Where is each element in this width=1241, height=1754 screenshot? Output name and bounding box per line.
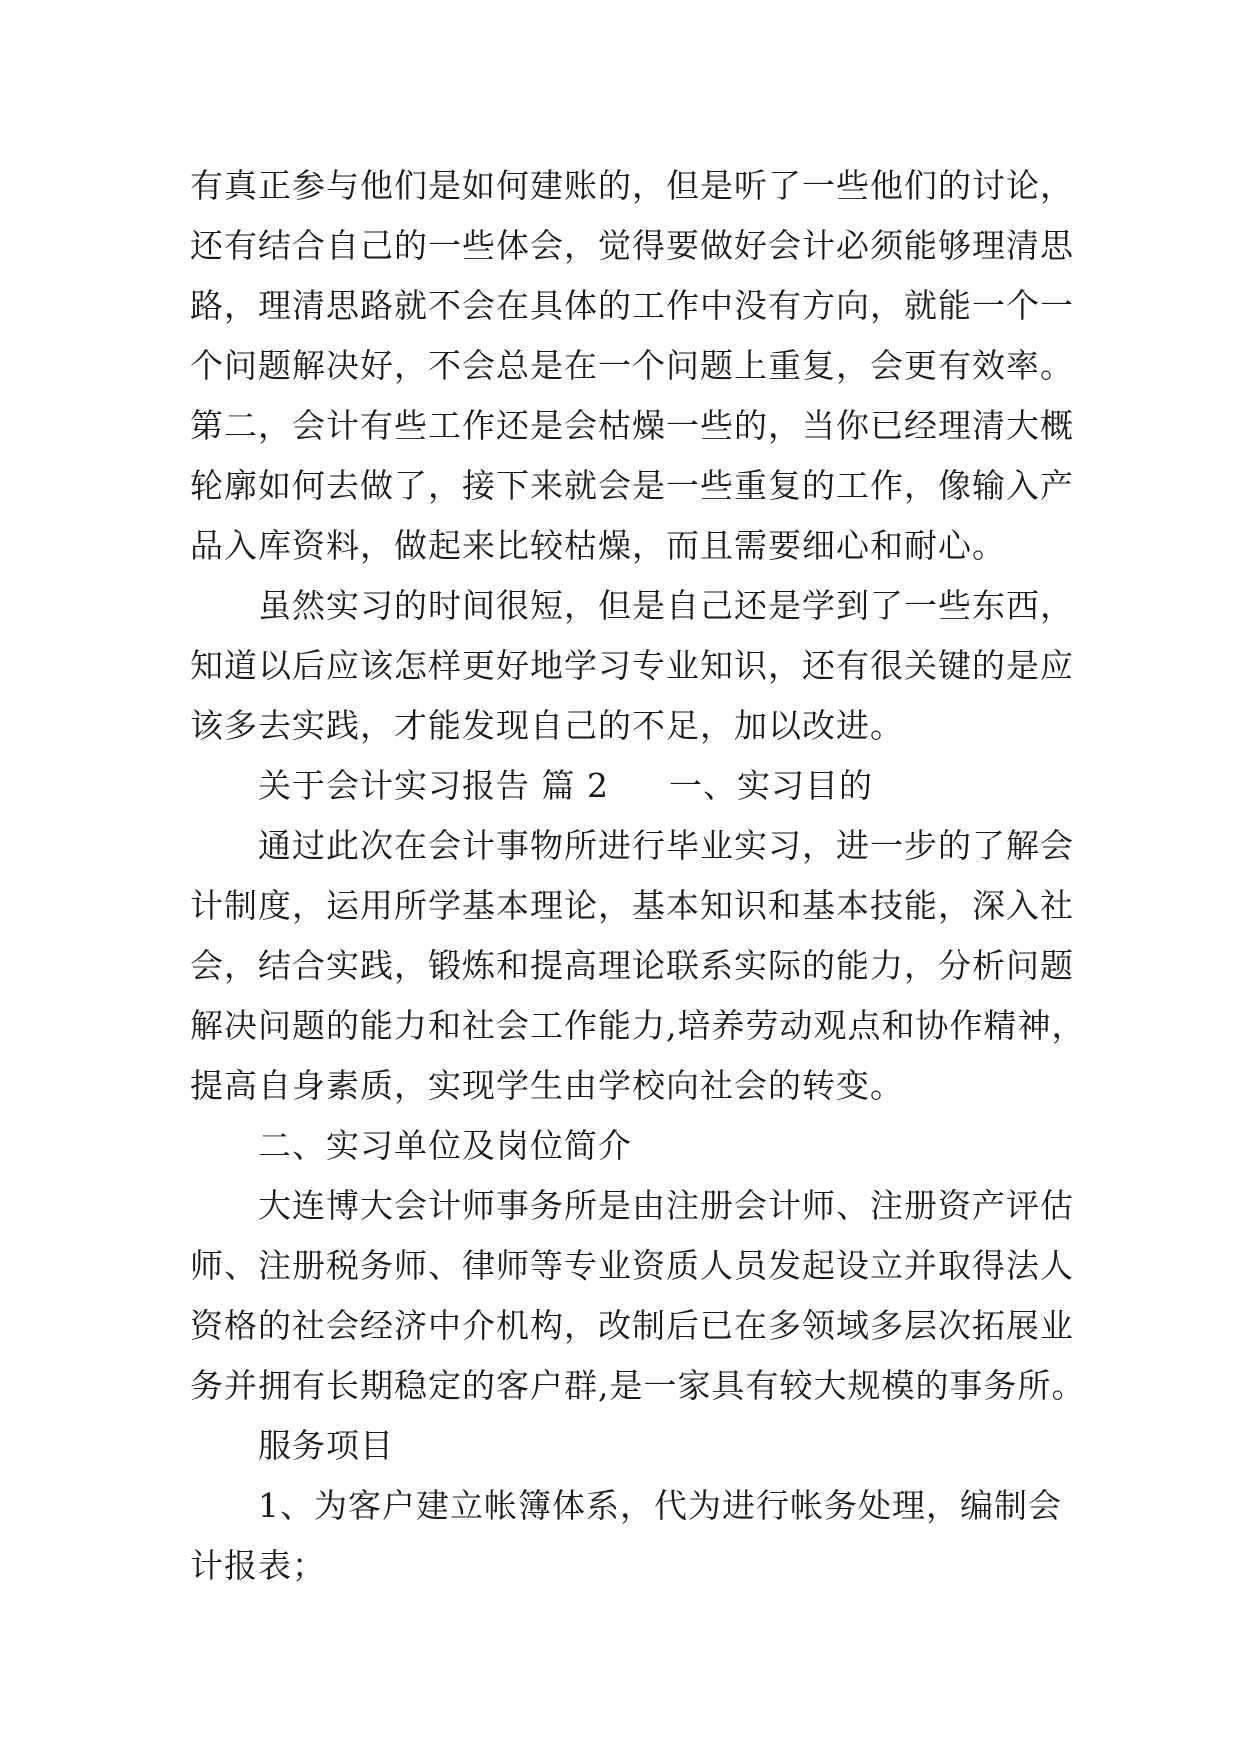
text-line: 该多去实践，才能发现自己的不足，加以改进。 — [190, 706, 904, 745]
section-heading-line — [190, 756, 1052, 816]
section-heading: 二、实习单位及岗位简介 — [258, 1126, 632, 1165]
text-line: 解决问题的能力和社会工作能力,培养劳动观点和协作精神， — [190, 1006, 1086, 1045]
text-line: 路，理清思路就不会在具体的工作中没有方向，就能一个一 — [190, 286, 1074, 325]
paragraph-start-line: 虽然实习的时间很短，但是自己还是学到了一些东西， — [258, 586, 1074, 625]
text-line: 资格的社会经济中介机构，改制后已在多领域多层次拓展业 — [190, 1306, 1074, 1345]
text-line: 第二，会计有些工作还是会枯燥一些的，当你已经理清大概 — [190, 406, 1074, 445]
text-line: 品入库资料，做起来比较枯燥，而且需要细心和耐心。 — [190, 526, 1006, 565]
text-line: 计制度，运用所学基本理论，基本知识和基本技能，深入社 — [190, 886, 1074, 925]
text-line: 务并拥有长期稳定的客户群,是一家具有较大规模的事务所。 — [190, 1366, 1086, 1405]
text-line: 有真正参与他们是如何建账的，但是听了一些他们的讨论， — [190, 166, 1074, 205]
text-line: 师、注册税务师、律师等专业资质人员发起设立并取得法人 — [190, 1246, 1074, 1285]
text-line: 知道以后应该怎样更好地学习专业知识，还有很关键的是应 — [190, 646, 1074, 685]
text-line: 轮廓如何去做了，接下来就会是一些重复的工作，像输入产 — [190, 466, 1074, 505]
subsection-heading: 服务项目 — [258, 1426, 394, 1465]
text-line: 提高自身素质，实现学生由学校向社会的转变。 — [190, 1066, 904, 1105]
document-body — [190, 156, 1086, 1596]
report-title: 关于会计实习报告 篇 2 — [258, 766, 609, 805]
paragraph-start-line: 大连博大会计师事务所是由注册会计师、注册资产评估 — [258, 1186, 1074, 1225]
text-line: 计报表； — [190, 1546, 326, 1585]
section-heading: 一、实习目的 — [668, 766, 873, 805]
text-line: 会，结合实践，锻炼和提高理论联系实际的能力，分析问题 — [190, 946, 1074, 985]
text-line: 还有结合自己的一些体会，觉得要做好会计必须能够理清思 — [190, 226, 1074, 265]
paragraph-start-line: 通过此次在会计事物所进行毕业实习，进一步的了解会 — [258, 826, 1074, 865]
list-item-line: 1、为客户建立帐簿体系，代为进行帐务处理，编制会 — [258, 1486, 1062, 1525]
text-line: 个问题解决好，不会总是在一个问题上重复，会更有效率。 — [190, 346, 1074, 385]
